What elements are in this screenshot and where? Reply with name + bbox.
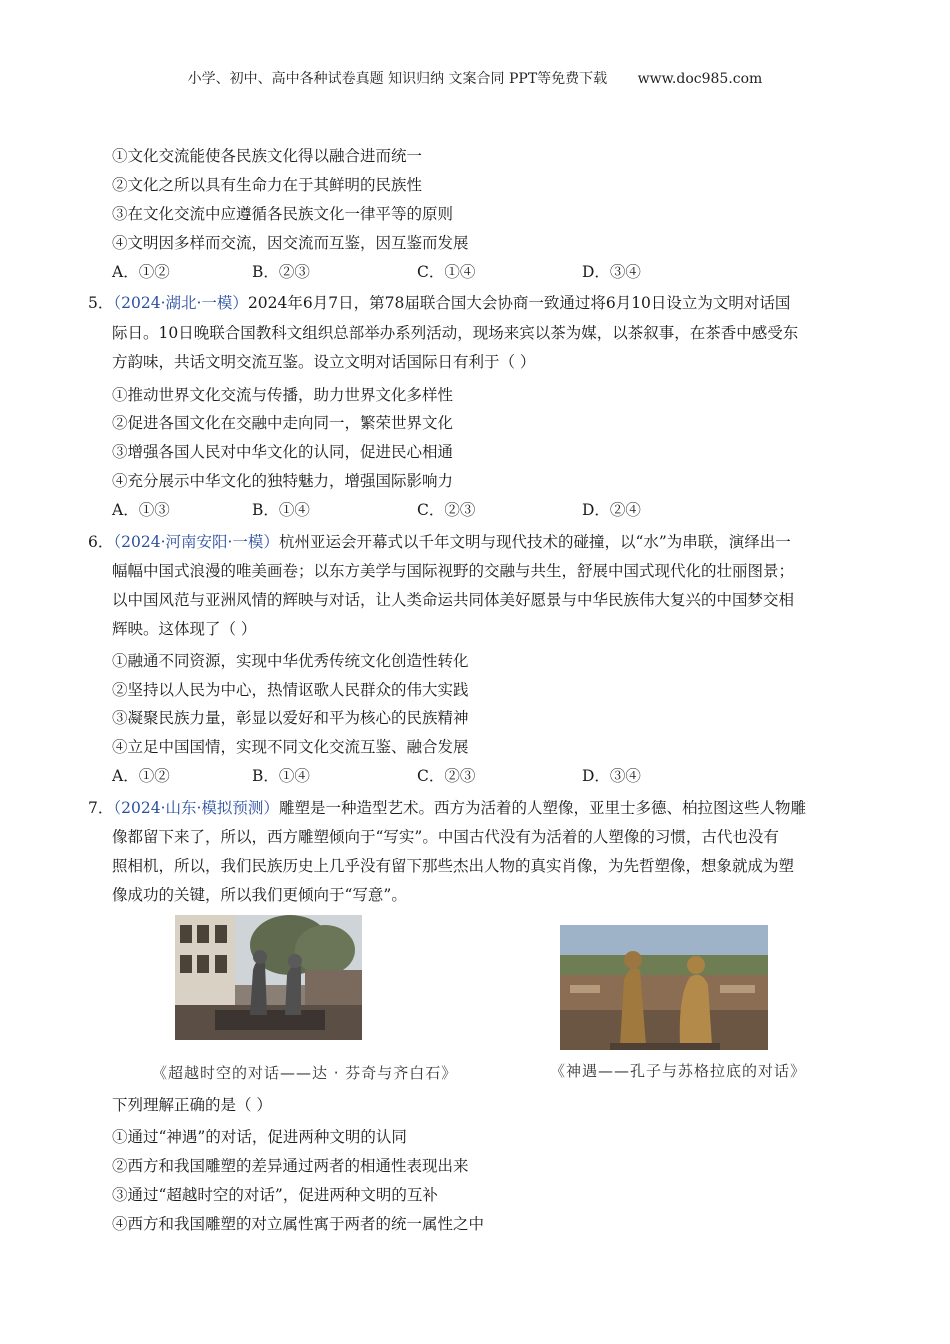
q4-statement-4: ④文明因多样而交流，因交流而互鉴，因互鉴而发展 <box>112 234 469 252</box>
q7-statement-3: ③通过“超越时空的对话”，促进两种文明的互补 <box>112 1186 438 1204</box>
caption-left: 《超越时空的对话——达 · 芬奇与齐白石》 <box>152 1064 458 1082</box>
q7-text-3: 照相机，所以，我们民族历史上几乎没有留下那些杰出人物的真实肖像，为先哲塑像，想象就成为塑 <box>112 857 795 875</box>
q7-stem-line-1 <box>88 796 806 818</box>
q5-option-b: B．①④ <box>252 501 310 519</box>
q7-statement-2: ②西方和我国雕塑的差异通过两者的相通性表现出来 <box>112 1157 469 1175</box>
sculpture-photo-left-image <box>175 915 362 1040</box>
sculpture-photo-right-image <box>560 925 768 1050</box>
q4-option-a: A．①② <box>112 263 170 281</box>
q4-statement-2: ②文化之所以具有生命力在于其鲜明的民族性 <box>112 176 423 194</box>
q5-option-d: D．②④ <box>582 501 641 519</box>
q6-option-a: A．①② <box>112 767 170 785</box>
q7-statement-1: ①通过“神遇”的对话，促进两种文明的认同 <box>112 1128 407 1146</box>
q6-options <box>112 764 812 786</box>
q5-statement-1: ①推动世界文化交流与传播，助力世界文化多样性 <box>112 386 454 404</box>
q6-option-d: D．③④ <box>582 767 641 785</box>
q7-text-2: 像都留下来了，所以，西方雕塑倾向于“写实”。中国古代没有为活着的人塑像的习惯，古代也没有 <box>112 828 779 846</box>
q4-statement-3: ③在文化交流中应遵循各民族文化一律平等的原则 <box>112 205 454 223</box>
q6-text-4: 辉映。这体现了（ ） <box>112 620 257 638</box>
caption-right: 《神遇——孔子与苏格拉底的对话》 <box>550 1062 807 1080</box>
q6-statement-1: ①融通不同资源，实现中华优秀传统文化创造性转化 <box>112 652 469 670</box>
q7-number: 7． <box>88 799 114 817</box>
q7-text-4: 像成功的关键，所以我们更倾向于“写意”。 <box>112 886 407 904</box>
q5-source: （2024·湖北·一模） <box>113 294 248 312</box>
q6-statement-3: ③凝聚民族力量，彰显以爱好和平为核心的民族精神 <box>112 709 469 727</box>
q5-option-c: C．②③ <box>417 501 476 519</box>
q5-text-3: 方韵味，共话文明交流互鉴。设立文明对话国际日有利于（ ） <box>112 353 536 371</box>
q5-statement-4: ④充分展示中华文化的独特魅力，增强国际影响力 <box>112 472 454 490</box>
q5-statement-2: ②促进各国文化在交融中走向同一，繁荣世界文化 <box>112 414 454 432</box>
q4-statement-1: ①文化交流能使各民族文化得以融合进而统一 <box>112 147 423 165</box>
sculpture-photo-right <box>560 925 768 1050</box>
q4-options <box>112 260 812 282</box>
q4-option-d: D．③④ <box>582 263 641 281</box>
header-text: 小学、初中、高中各种试卷真题 知识归纳 文案合同 PPT等免费下载 <box>187 71 608 87</box>
q5-statement-3: ③增强各国人民对中华文化的认同，促进民心相通 <box>112 443 454 461</box>
q6-stem-line-1 <box>88 530 791 552</box>
sculpture-photo-left <box>175 915 362 1040</box>
q6-source: （2024·河南安阳·一模） <box>113 533 279 551</box>
q5-text-2: 际日。10日晚联合国教科文组织总部举办系列活动，现场来宾以茶为媒，以茶叙事，在茶香中感受东 <box>112 324 799 342</box>
q5-text-1: 2024年6月7日，第78届联合国大会协商一致通过将6月10日设立为文明对话国 <box>247 294 791 312</box>
q5-stem-line-1 <box>88 291 790 313</box>
q6-option-b: B．①④ <box>252 767 310 785</box>
page-header <box>0 68 950 88</box>
q6-number: 6． <box>88 533 114 551</box>
q4-option-c: C．①④ <box>417 263 476 281</box>
q5-option-a: A．①③ <box>112 501 170 519</box>
q6-statement-2: ②坚持以人民为中心，热情讴歌人民群众的伟大实践 <box>112 681 469 699</box>
q4-option-b: B．②③ <box>252 263 310 281</box>
q7-statement-4: ④西方和我国雕塑的对立属性寓于两者的统一属性之中 <box>112 1215 485 1233</box>
q7-prompt: 下列理解正确的是（ ） <box>112 1096 272 1114</box>
q7-text-1: 雕塑是一种造型艺术。西方为活着的人塑像，亚里士多德、柏拉图这些人物雕 <box>278 799 806 817</box>
q6-text-3: 以中国风范与亚洲风情的辉映与对话，让人类命运共同体美好愿景与中华民族伟大复兴的中国梦交相 <box>112 591 795 609</box>
q6-text-1: 杭州亚运会开幕式以千年文明与现代技术的碰撞，以“水”为串联，演绎出一 <box>278 533 791 551</box>
q7-source: （2024·山东·模拟预测） <box>113 799 279 817</box>
q6-option-c: C．②③ <box>417 767 476 785</box>
q5-options <box>112 498 812 520</box>
q5-number: 5． <box>88 294 114 312</box>
header-site: www.doc985.com <box>637 71 763 87</box>
q6-text-2: 幅幅中国式浪漫的唯美画卷；以东方美学与国际视野的交融与共生，舒展中国式现代化的壮丽图景； <box>112 562 795 580</box>
q6-statement-4: ④立足中国国情，实现不同文化交流互鉴、融合发展 <box>112 738 469 756</box>
